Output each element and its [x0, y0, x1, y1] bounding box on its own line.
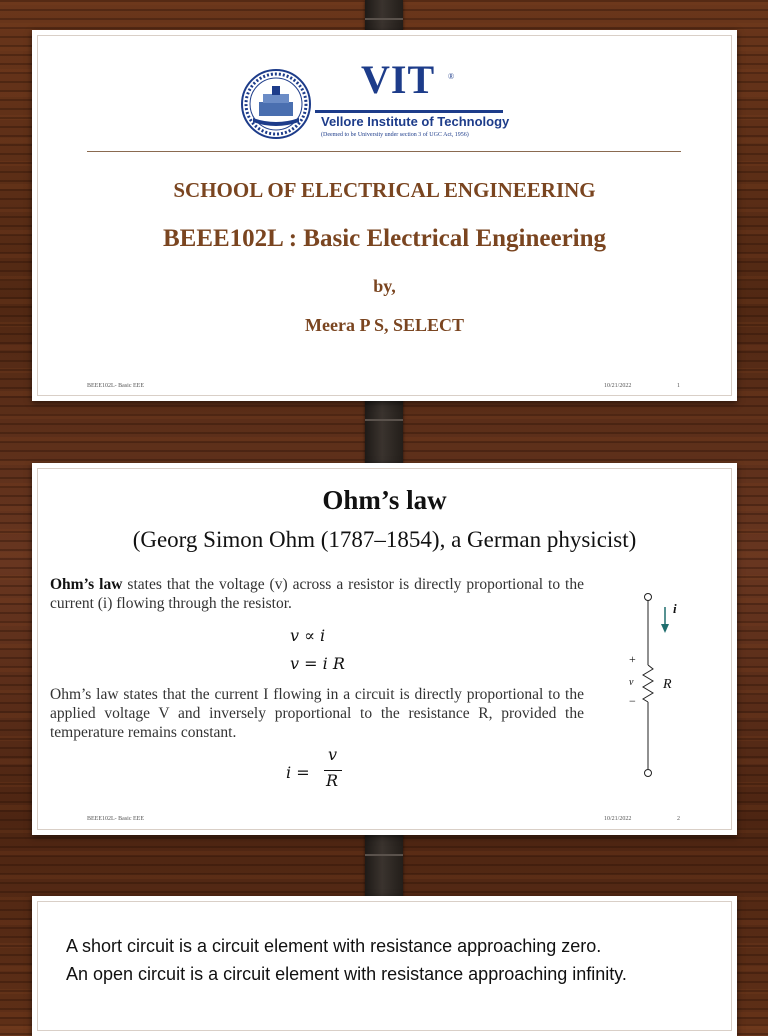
plus-sign: +: [629, 652, 636, 666]
footer-page-number: 2: [677, 816, 680, 822]
slide-subtitle: (Georg Simon Ohm (1787–1854), a German physicist): [132, 527, 637, 552]
equation-lhs: i =: [286, 763, 310, 782]
footer-course: BEEE102L- Basic EEE: [87, 816, 144, 822]
slide-2: [32, 463, 737, 835]
footer-course: BEEE102L- Basic EEE: [87, 383, 144, 389]
vit-wordmark: VIT: [361, 57, 436, 102]
fraction-denominator: R: [326, 771, 339, 790]
by-label: by,: [373, 276, 396, 296]
equation-proportional: v ∝ i: [290, 626, 326, 645]
resistor-label: R: [663, 677, 672, 692]
ohms-law-statement: Ohm’s law states that the current I flowing in a circuit is directly proportional to the applied voltage V and inversely proportional to the resistance R, provided the temperature remains constant.: [50, 686, 584, 741]
slide-3: [32, 896, 737, 1036]
footer-date: 10/21/2022: [604, 816, 632, 822]
slide-title: Ohm’s law: [322, 485, 447, 515]
ohms-law-definition: [50, 575, 584, 613]
equation-ohms-law: v = i R: [290, 654, 345, 673]
fraction-numerator: v: [328, 745, 338, 764]
course-title: BEEE102L : Basic Electrical Engineering: [162, 225, 607, 252]
institute-subtitle: (Deemed to be University under section 3 of UGC Act, 1956): [321, 132, 469, 138]
minus-sign: −: [629, 694, 636, 708]
footer-page-number: 1: [677, 383, 680, 389]
vit-logo: [237, 57, 510, 148]
footer-date: 10/21/2022: [604, 383, 632, 389]
definition-text: states that the voltage (v) across a resistor is directly proportional to the current (i) flowing through the resistor.: [50, 576, 584, 612]
current-label: i: [673, 601, 677, 616]
ohms-law-term: Ohm’s law: [50, 576, 123, 593]
slide-1: [32, 30, 737, 401]
university-seal-icon: [239, 64, 313, 144]
institute-name: Vellore Institute of Technology: [321, 114, 510, 129]
voltage-label: v: [629, 677, 634, 688]
open-circuit-definition: An open circuit is a circuit element with resistance approaching infinity.: [66, 964, 627, 984]
registered-mark: ®: [448, 72, 455, 81]
short-circuit-definition: A short circuit is a circuit element with resistance approaching zero.: [66, 936, 602, 956]
divider: [87, 151, 681, 152]
logo-bar: [315, 110, 503, 113]
resistor-circuit-diagram: [602, 569, 694, 795]
author-name: Meera P S, SELECT: [304, 315, 464, 335]
school-title: SCHOOL OF ELECTRICAL ENGINEERING: [173, 178, 596, 202]
